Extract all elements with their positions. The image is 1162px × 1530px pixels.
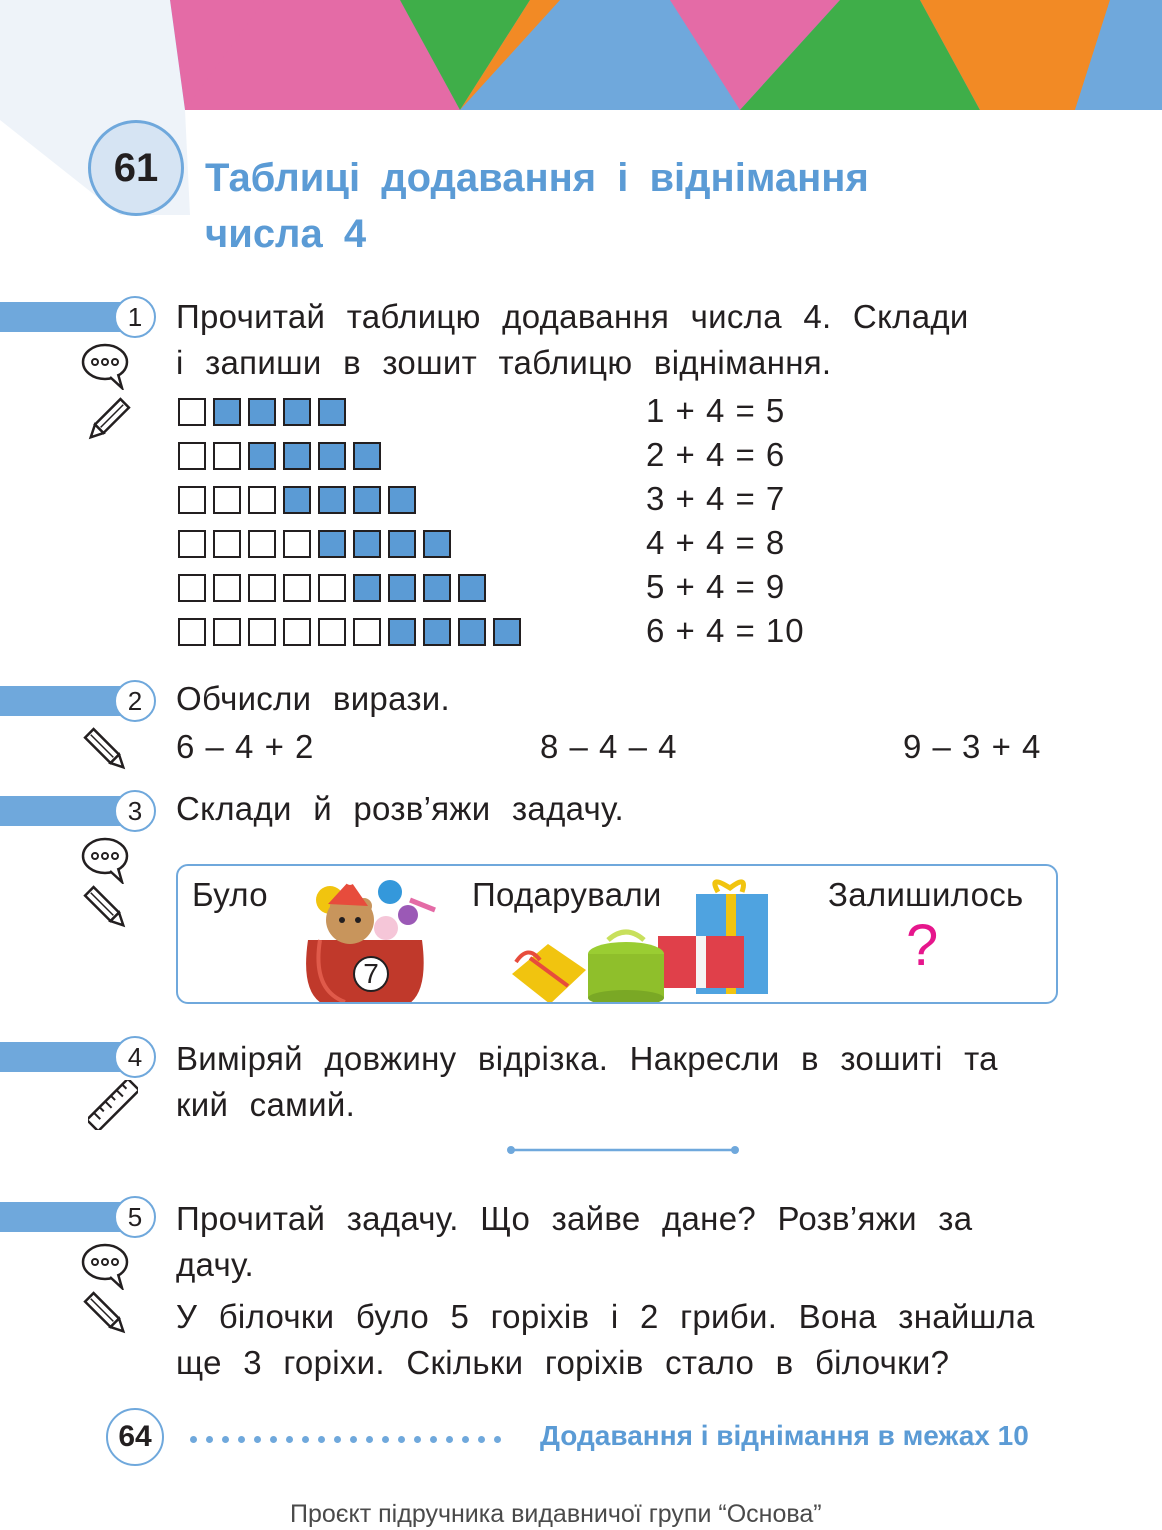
empty-square (318, 618, 346, 646)
task5-number: 5 (114, 1196, 156, 1238)
speech-bubble-icon (80, 340, 130, 390)
empty-square (213, 486, 241, 514)
empty-square (213, 574, 241, 602)
filled-square (458, 618, 486, 646)
task2-number: 2 (114, 680, 156, 722)
gift-boxes-image (508, 874, 778, 1004)
task4-text (176, 1036, 998, 1128)
filled-square (353, 530, 381, 558)
task5-problem (176, 1294, 1035, 1386)
empty-square (213, 442, 241, 470)
empty-square (283, 530, 311, 558)
speech-bubble-icon (80, 834, 130, 884)
filled-square (248, 398, 276, 426)
expression-3: 9 – 3 + 4 (903, 728, 1042, 765)
task1-text (176, 294, 969, 386)
addition-equation: 2 + 4 = 6 (646, 436, 786, 473)
filled-square (248, 442, 276, 470)
empty-square (318, 574, 346, 602)
measure-segment (505, 1142, 741, 1158)
lesson-title-line2: числа 4 (205, 212, 367, 256)
empty-square (178, 398, 206, 426)
filled-square (283, 398, 311, 426)
filled-square (318, 442, 346, 470)
lesson-number: 61 (113, 146, 159, 190)
empty-square (213, 530, 241, 558)
task5-text (176, 1196, 972, 1288)
task5-problem-line2: ще 3 горіхи. Скільки горіхів стало в білочки? (176, 1344, 950, 1381)
page-number: 64 (118, 1420, 152, 1453)
addition-equation: 6 + 4 = 10 (646, 612, 805, 649)
task5-text-line1: Прочитай задачу. Що зайве дане? Розв’яжи за (176, 1200, 973, 1237)
task1-text-line1: Прочитай таблицю додавання числа 4. Склади (176, 298, 969, 335)
filled-square (283, 486, 311, 514)
filled-square (388, 486, 416, 514)
task1-number: 1 (114, 296, 156, 338)
empty-square (283, 618, 311, 646)
task1-text-line2: і запиши в зошит таблицю віднімання. (176, 344, 832, 381)
lesson-title-line1: Таблиці додавання і віднімання (205, 156, 869, 200)
pencil-icon (82, 396, 132, 446)
empty-square (178, 618, 206, 646)
empty-square (353, 618, 381, 646)
filled-square (353, 486, 381, 514)
task3-number: 3 (114, 790, 156, 832)
label-was: Було (192, 876, 268, 913)
task2-number-badge (0, 680, 150, 720)
addition-equation: 3 + 4 = 7 (646, 480, 786, 517)
filled-square (458, 574, 486, 602)
task3-problem-box (176, 864, 1058, 1004)
filled-square (423, 618, 451, 646)
task2-text: Обчисли вирази. (176, 680, 450, 717)
task4-text-line1: Виміряй довжину відрізка. Накресли в зошиті та (176, 1040, 998, 1077)
footer-dots (190, 1430, 510, 1448)
empty-square (213, 618, 241, 646)
lesson-number-badge (88, 120, 184, 216)
addition-equation: 1 + 4 = 5 (646, 392, 786, 429)
pencil-icon (82, 1290, 132, 1340)
pencil-icon (82, 726, 132, 776)
task3-text: Склади й розв’яжи задачу. (176, 790, 625, 827)
task4-number-badge (0, 1036, 150, 1076)
expression-1: 6 – 4 + 2 (176, 728, 315, 765)
filled-square (318, 398, 346, 426)
filled-square (353, 574, 381, 602)
speech-bubble-icon (80, 1240, 130, 1290)
task4-text-line2: кий самий. (176, 1086, 356, 1123)
task1-number-badge (0, 296, 150, 336)
empty-square (283, 574, 311, 602)
filled-square (318, 486, 346, 514)
filled-square (388, 530, 416, 558)
filled-square (423, 530, 451, 558)
publisher-credit: Проєкт підручника видавничої групи “Основа” (290, 1500, 822, 1528)
task5-number-badge (0, 1196, 150, 1236)
task5-problem-line1: У білочки було 5 горіхів і 2 гриби. Вона знайшла (176, 1298, 1035, 1335)
addition-equation: 5 + 4 = 9 (646, 568, 786, 605)
empty-square (178, 442, 206, 470)
count-was-circle (353, 956, 389, 992)
page-number-badge (106, 1408, 164, 1466)
ruler-icon (88, 1080, 138, 1130)
filled-square (213, 398, 241, 426)
empty-square (248, 618, 276, 646)
label-left: Залишилось (828, 876, 1024, 913)
task4-number: 4 (114, 1036, 156, 1078)
filled-square (388, 574, 416, 602)
filled-square (388, 618, 416, 646)
lesson-title (205, 150, 869, 262)
filled-square (283, 442, 311, 470)
empty-square (248, 486, 276, 514)
empty-square (178, 574, 206, 602)
unknown-question-mark: ? (906, 913, 939, 978)
label-gave: Подарували (472, 876, 662, 913)
empty-square (248, 574, 276, 602)
addition-equation: 4 + 4 = 8 (646, 524, 786, 561)
pencil-icon (82, 884, 132, 934)
filled-square (423, 574, 451, 602)
filled-square (318, 530, 346, 558)
task5-text-line2: дачу. (176, 1246, 254, 1283)
empty-square (178, 530, 206, 558)
count-was: 7 (363, 958, 379, 989)
task3-number-badge (0, 790, 150, 830)
filled-square (493, 618, 521, 646)
empty-square (248, 530, 276, 558)
empty-square (178, 486, 206, 514)
expression-2: 8 – 4 – 4 (540, 728, 678, 765)
filled-square (353, 442, 381, 470)
section-title: Додавання і віднімання в межах 10 (540, 1420, 1029, 1451)
